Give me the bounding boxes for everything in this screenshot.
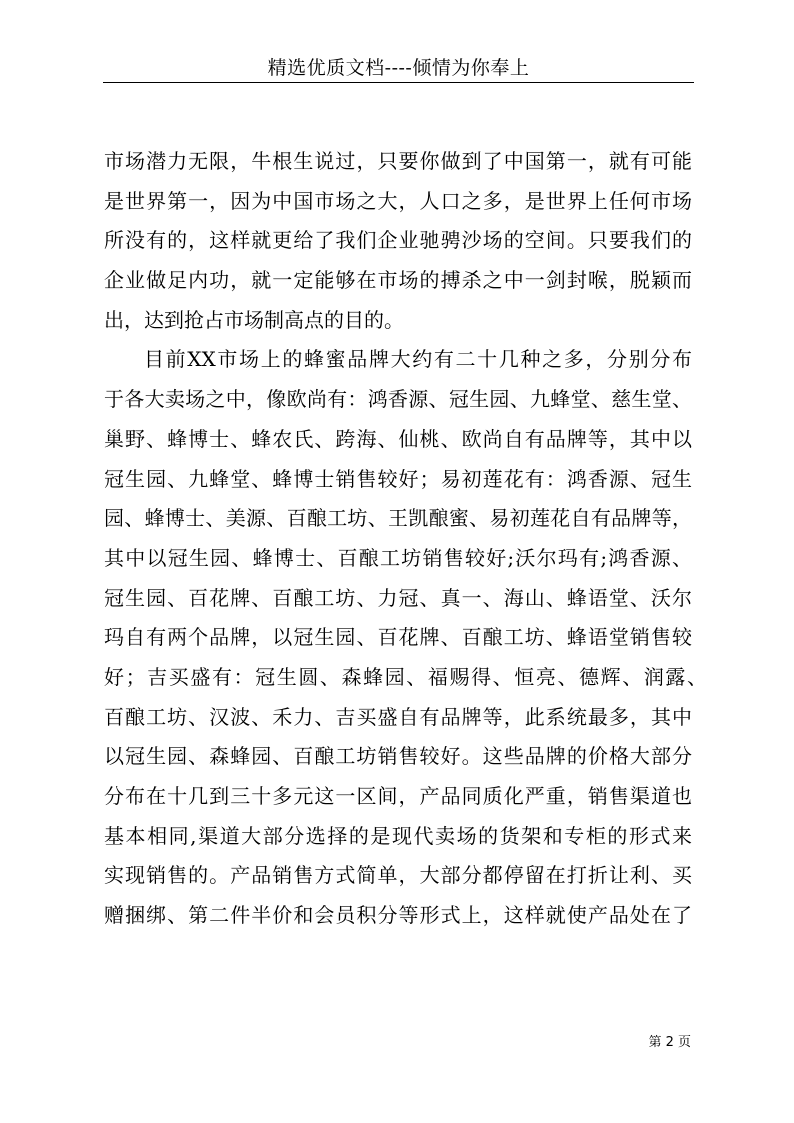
text-line: 市场潜力无限，牛根生说过，只要你做到了中国第一，就有可能 [104,149,692,173]
text-line: 冠生园、九蜂堂、蜂博士销售较好；易初莲花有：鸿香源、冠生 [104,466,692,491]
text-line: 巢野、蜂博士、蜂农氏、跨海、仙桃、欧尚自有品牌等，其中以 [104,426,692,451]
text-line: 玛自有两个品牌，以冠生园、百花牌、百酿工坊、蜂语堂销售较 [104,625,692,650]
text-line: 以冠生园、森蜂园、百酿工坊销售较好。这些品牌的价格大部分 [104,744,692,769]
page-header [103,54,694,83]
text-line: 其中以冠生园、蜂博士、百酿工坊销售较好;沃尔玛有;鸿香源、 [104,545,692,570]
text-line: 企业做足内功，就一定能够在市场的搏杀之中一剑封喉，脱颖而 [104,268,692,293]
text-line: 基本相同,渠道大部分选择的是现代卖场的货架和专柜的形式来 [104,823,692,848]
text-line: 分布在十几到三十多元这一区间，产品同质化严重，销售渠道也 [104,784,692,808]
paragraph-start-line: 目前XX市场上的蜂蜜品牌大约有二十几种之多，分别分布 [144,347,692,372]
page-number: 第 2 页 [648,1035,691,1050]
text-line: 是世界第一，因为中国市场之大，人口之多，是世界上任何市场 [104,188,692,213]
text-line: 冠生园、百花牌、百酿工坊、力冠、真一、海山、蜂语堂、沃尔 [104,585,692,610]
text-line: 百酿工坊、汉波、禾力、吉买盛自有品牌等，此系统最多，其中 [104,704,692,729]
text-line: 出，达到抢占市场制高点的目的。 [104,307,404,332]
page-footer [648,1031,691,1050]
text-line: 好；吉买盛有：冠生圆、森蜂园、福赐得、恒亮、德辉、润露、 [104,664,707,689]
text-line: 于各大卖场之中，像欧尚有：鸿香源、冠生园、九蜂堂、慈生堂、 [104,387,692,412]
header-title: 精选优质文档----倾情为你奉上 [267,57,530,79]
text-line: 赠捆绑、第二件半价和会员积分等形式上，这样就使产品处在了 [104,903,692,928]
text-line: 实现销售的。产品销售方式简单，大部分都停留在打折让利、买 [104,863,692,888]
text-line: 园、蜂博士、美源、百酿工坊、王凯酿蜜、易初莲花自有品牌等， [104,506,692,531]
text-line: 所没有的，这样就更给了我们企业驰骋沙场的空间。只要我们的 [104,228,692,253]
document-body [104,142,707,936]
